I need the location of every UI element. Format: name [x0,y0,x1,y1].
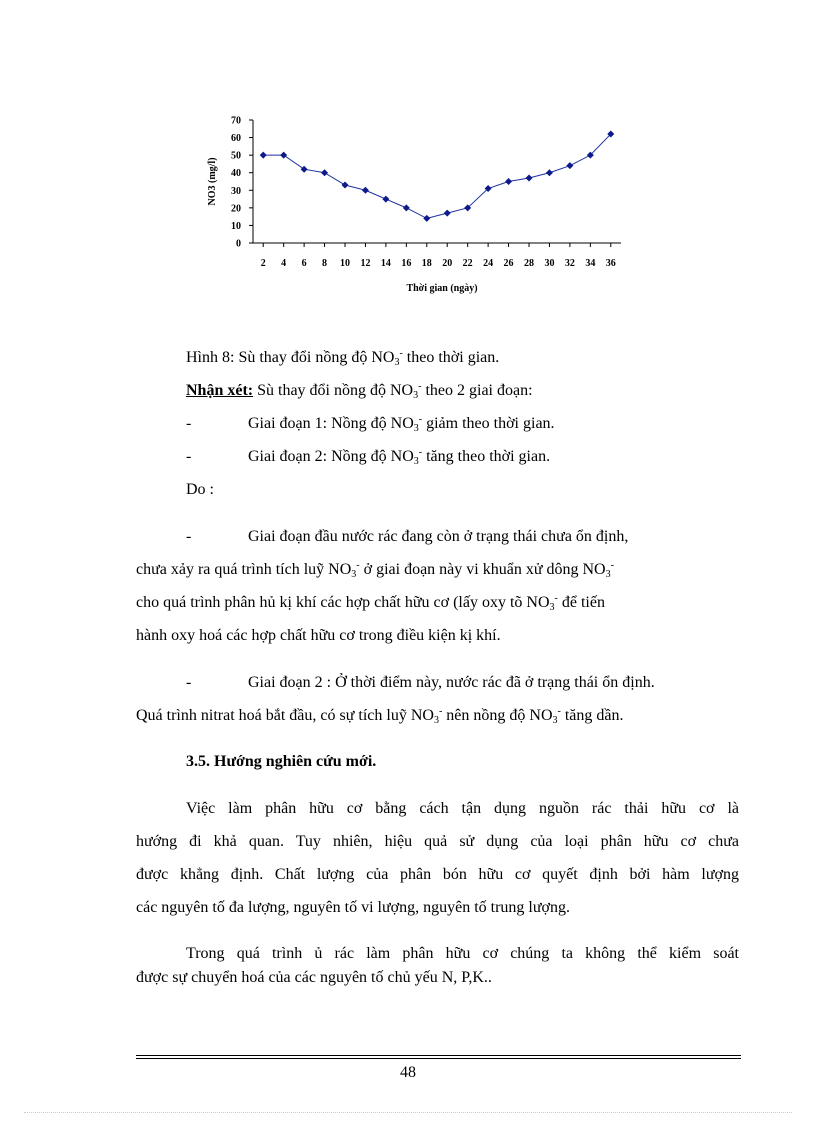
bullet-dash: - [186,674,192,691]
data-point [260,152,267,159]
bullet-dash: - [186,448,192,465]
data-point [505,178,512,185]
p1-l3sup: - [554,593,558,604]
stage2-sup: - [418,447,423,458]
x-tick-label: 26 [503,258,514,269]
p2-l2sub2: 3 [552,715,558,726]
page-bottom-dotted-line [24,1112,792,1113]
caption-sup: - [399,348,403,359]
stage2-a: Giai đoạn 2: Nồng độ NO [248,448,414,465]
page-number: 48 [400,1064,416,1081]
x-tick-label: 34 [585,258,596,269]
p1-l2b: ở giai đoạn này vi khuẩn xử dông NO [359,561,606,578]
p3-line-3: được khẳng định. Chất lượng của phân bón hữu cơ quyết định bởi hàm lượng [136,866,739,883]
x-tick-label: 14 [380,258,391,269]
x-tick-label: 20 [442,258,453,269]
p3-line-1: Việc làm phân hữu cơ bằng cách tận dụng nguồn rác thải hữu cơ là [186,800,739,817]
stage1-sup: - [418,414,423,425]
p1-line-4: hành oxy hoá các hợp chất hữu cơ trong điều kiện kị khí. [136,627,501,644]
x-tick-label: 24 [483,258,494,269]
footer-rule-top [136,1055,741,1056]
x-tick-label: 18 [421,258,432,269]
p1-line-3 [136,593,605,613]
bullet-dash: - [186,415,192,432]
x-tick-label: 16 [401,258,412,269]
x-tick-label: 10 [340,258,350,269]
p2-l2sub: 3 [433,715,439,726]
p2-l2a: Quá trình nitrat hoá bắt đầu, có sự tích luỹ NO [136,707,434,724]
y-tick-label: 50 [231,150,241,162]
data-point [526,174,533,181]
data-point [382,196,389,203]
y-tick-label: 10 [231,220,241,232]
p2-l2sup: - [438,706,443,717]
p1-l2sub2: 3 [605,569,611,580]
x-tick-label: 22 [462,258,473,269]
section-heading: 3.5. Hướng nghiên cứu mới. [186,753,377,770]
y-tick-label: 0 [236,238,241,250]
p3-line-4: các nguyên tố đa lượng, nguyên tố vi lượng, nguyên tố trung lượng. [136,899,570,916]
p2-l2sup2: - [557,706,561,717]
chart-canvas [170,108,650,308]
p4-line-1: Trong quá trình ủ rác làm phân hữu cơ chúng ta không thể kiểm soát [186,945,739,962]
y-axis-title: NO3 (mg/l) [207,157,218,206]
data-point [423,215,430,222]
p1-l2a: chưa xảy ra quá trình tích luỹ NO [136,561,352,578]
y-tick-label: 60 [231,133,241,145]
remark-label: Nhận xét: [186,382,254,399]
y-tick-label: 20 [231,203,241,215]
p2-line-1: Giai đoạn 2 : Ở thời điểm này, nước rác đã ở trạng thái ổn định. [248,674,655,691]
no3-line-chart [170,108,650,308]
caption-suffix: theo thời gian. [402,349,500,366]
bullet-dash: - [186,528,192,545]
remark-sub: 3 [413,390,419,401]
x-tick-label: 4 [281,258,287,269]
data-point [280,152,287,159]
y-tick-label: 70 [231,115,241,127]
x-tick-label: 2 [260,258,266,269]
p3-line-2: hướng đi khả quan. Tuy nhiên, hiệu quả sử dụng của loại phân hữu cơ chưa [136,833,739,850]
stage1-b: giảm theo thời gian. [422,415,555,432]
p1-line-1: Giai đoạn đầu nước rác đang còn ở trạng thái chưa ổn định, [248,528,629,545]
stage1-a: Giai đoạn 1: Nồng độ NO [248,415,414,432]
x-axis-title: Thời gian (ngày) [406,283,478,294]
x-tick-label: 12 [360,258,371,269]
series-line [263,134,611,218]
data-point [546,169,553,176]
data-point [362,187,369,194]
p2-l2c: tăng dần. [560,707,624,724]
remark-line [186,381,533,401]
x-tick-label: 28 [524,258,534,269]
p4-line-2: được sự chuyển hoá của các nguyên tố chủ yếu N, P,K.. [136,969,492,986]
data-point [403,204,410,211]
stage1-sub: 3 [413,423,419,434]
x-tick-label: 6 [301,258,307,269]
x-tick-label: 30 [544,258,555,269]
stage2-line [248,447,550,467]
stage1-line [248,414,555,434]
p2-line-2 [136,706,624,726]
data-point [301,166,308,173]
p1-l3a: cho quá trình phân hủ kị khí các hợp chất hữu cơ (lấy oxy tõ NO [136,594,550,611]
data-point [566,162,573,169]
x-tick-label: 36 [605,258,616,269]
remark-sup: - [418,381,422,392]
x-tick-label: 8 [322,258,328,269]
footer-rule-bottom [136,1058,741,1059]
y-tick-label: 40 [231,168,241,180]
data-point [321,169,328,176]
remark-text-b: theo 2 giai đoạn: [421,382,533,399]
stage2-b: tăng theo thời gian. [422,448,551,465]
x-tick-label: 32 [564,258,575,269]
data-point [444,210,451,217]
p2-l2b: nên nồng độ NO [442,707,553,724]
y-tick-label: 30 [231,185,241,197]
figure-caption [186,348,499,368]
data-point [342,182,349,189]
caption-sub: 3 [394,357,400,368]
p1-l2sub: 3 [351,569,357,580]
remark-text-a: Sù thay đổi nồng độ NO [253,382,414,399]
p1-l3sub: 3 [549,602,555,613]
stage2-sub: 3 [413,456,419,467]
p1-l2sup2: - [610,560,614,571]
p1-l2sup: - [356,560,360,571]
caption-prefix: Hình 8: Sù thay đổi nồng độ NO [186,349,395,366]
do-label: Do : [186,481,214,498]
p1-l3b: để tiến [557,594,605,611]
p1-line-2 [136,560,614,580]
